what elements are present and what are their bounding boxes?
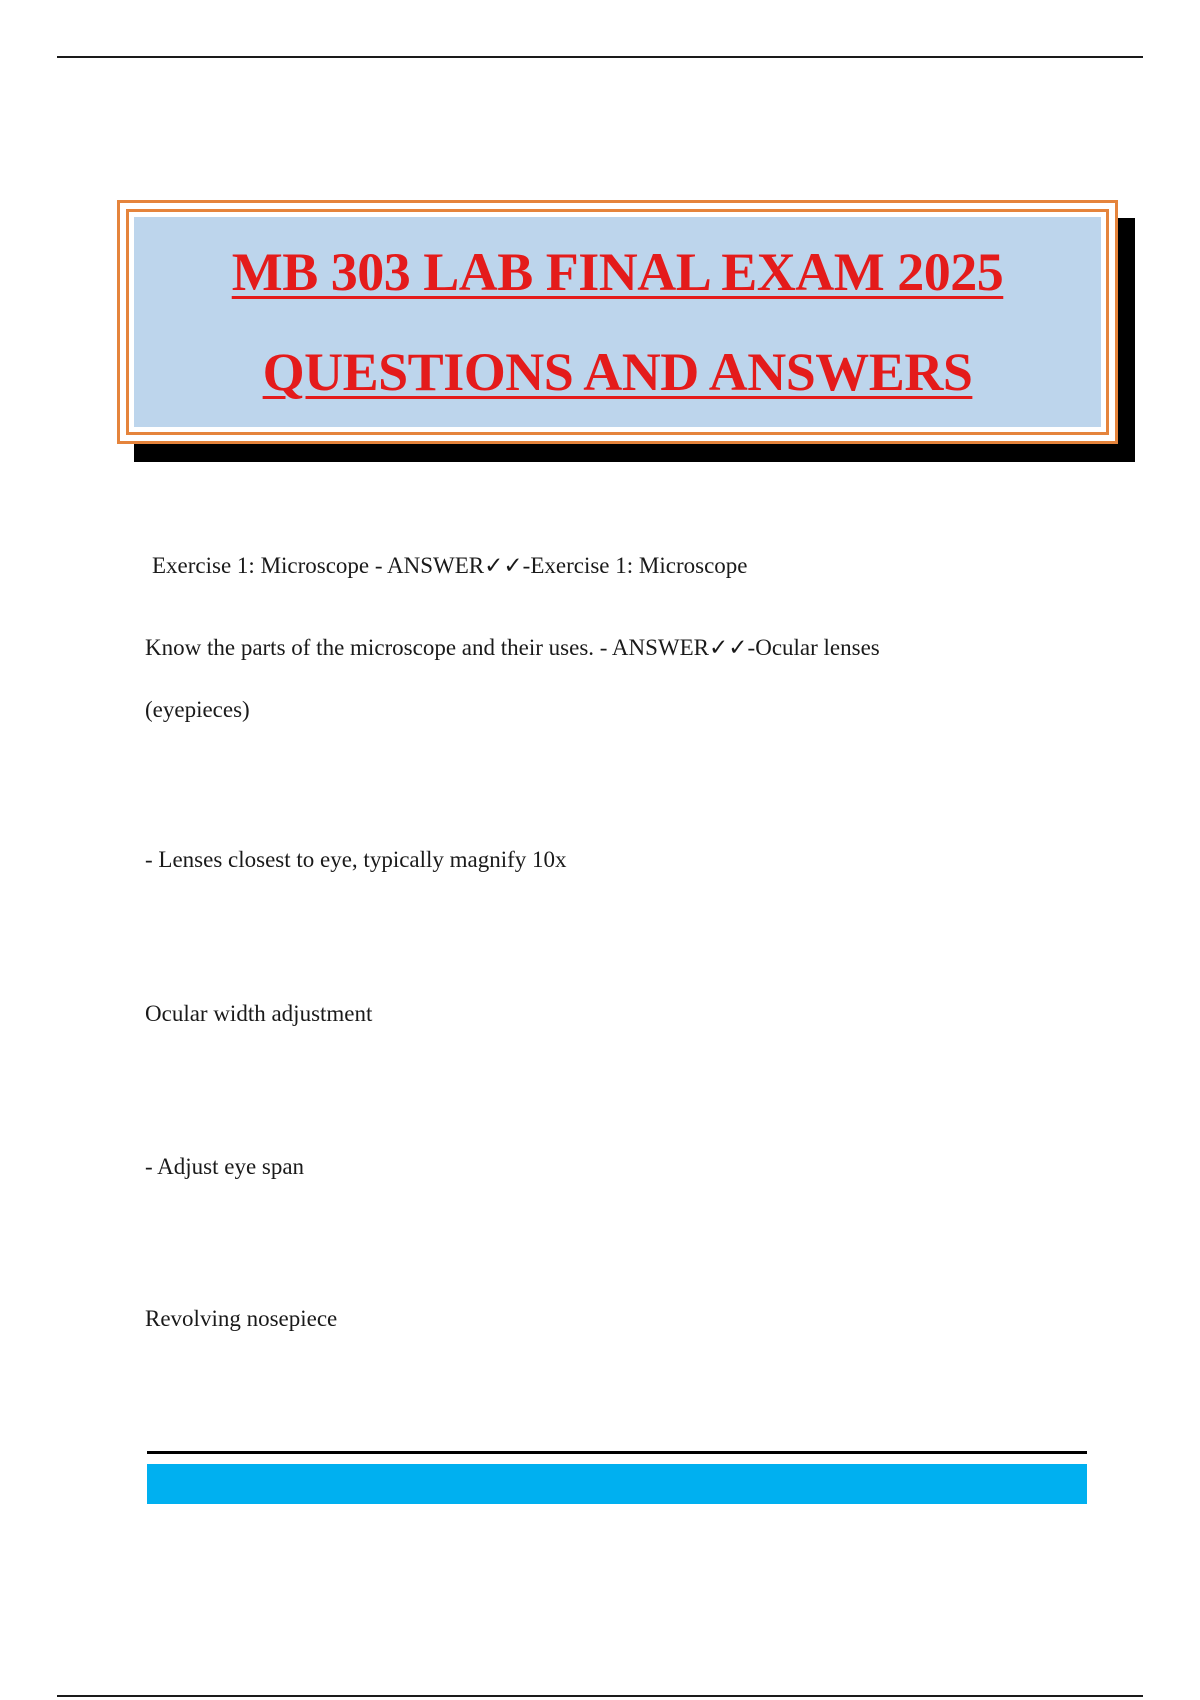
top-rule [57,56,1143,58]
answer-revolving-nosepiece: Revolving nosepiece [145,1306,338,1331]
footer-rule [147,1451,1087,1454]
answer-eye-span-detail: - Adjust eye span [145,1154,305,1179]
exercise-heading: Exercise 1: Microscope - ANSWER✓✓-Exercise 1: Microscope [152,553,748,578]
answer-continuation: (eyepieces) [145,697,250,722]
title-box-inner-border [126,209,1109,435]
title-box [117,200,1118,444]
title-box-fill [134,217,1101,427]
answer-ocular-width-adjustment: Ocular width adjustment [145,1001,373,1026]
footer-color-bar [147,1464,1087,1504]
answer-ocular-lenses-detail: - Lenses closest to eye, typically magnify 10x [145,847,567,872]
document-title-line-1: MB 303 LAB FINAL EXAM 2025 [231,242,1004,302]
question-parts-of-microscope: Know the parts of the microscope and their uses. - ANSWER✓✓-Ocular lenses [145,635,880,660]
document-title-line-2: QUESTIONS AND ANSWERS [262,342,973,402]
bottom-rule [57,1695,1143,1697]
